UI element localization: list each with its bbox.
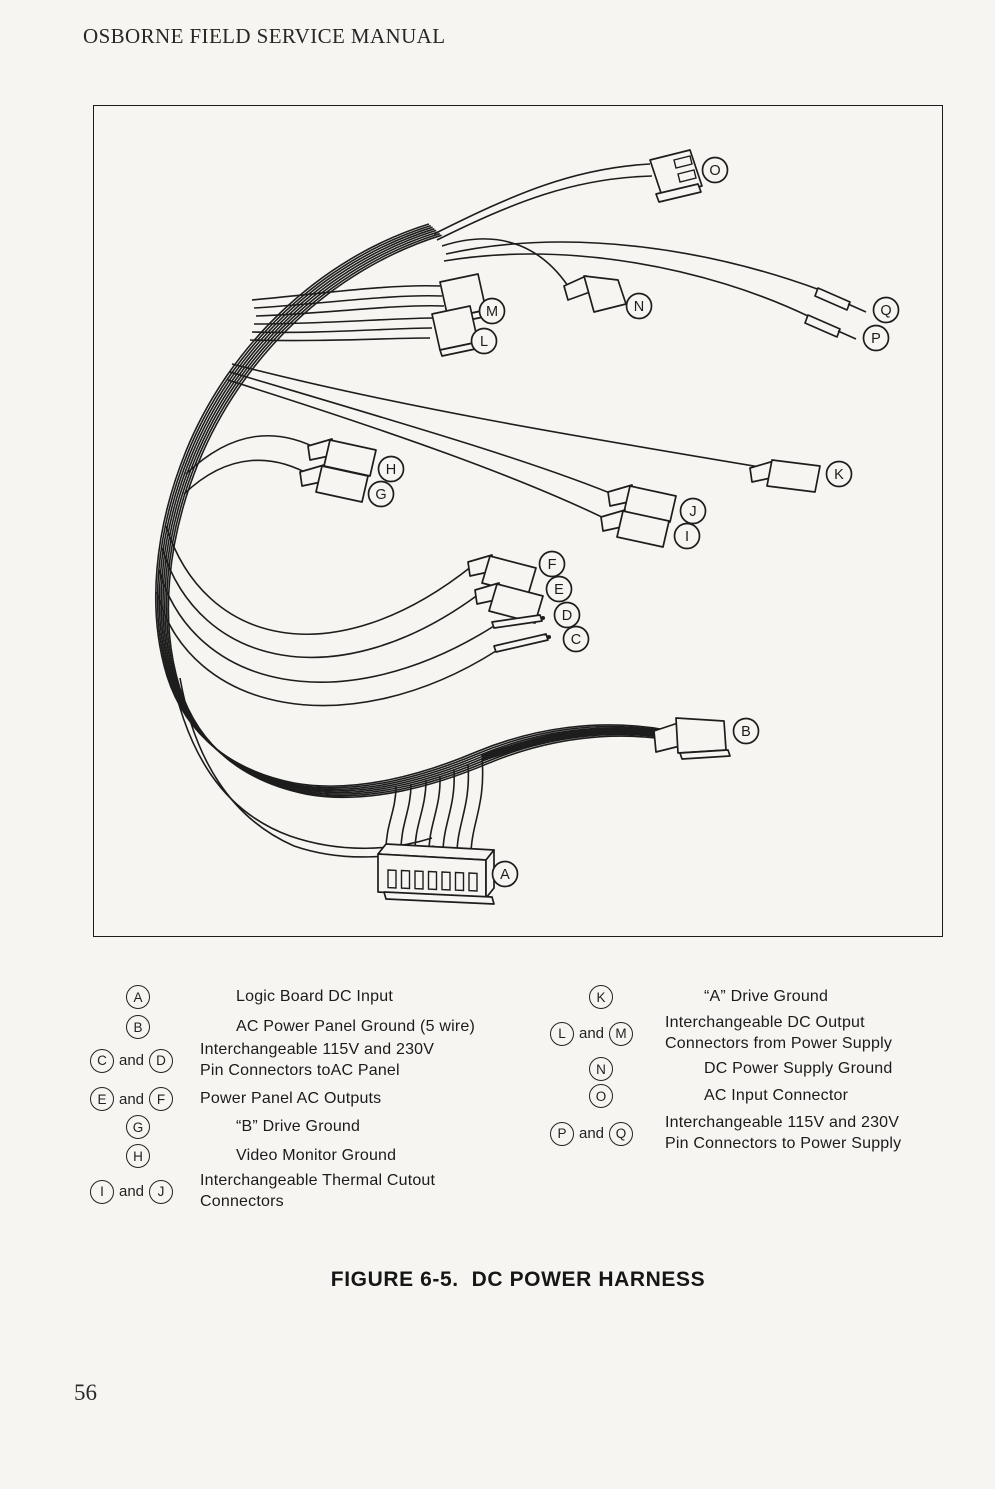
legend-conjunction: and: [579, 1025, 605, 1042]
callout-p: [864, 326, 889, 351]
figure-frame: [93, 105, 943, 937]
svg-text:P: P: [871, 331, 881, 347]
legend-text: Connectors from Power Supply: [665, 1034, 893, 1052]
legend-text: Interchangeable 115V and 230V: [665, 1114, 900, 1131]
svg-text:B: B: [741, 724, 751, 740]
legend-badge-g: G: [126, 1115, 150, 1139]
legend-text: Interchangeable Thermal Cutout: [200, 1172, 436, 1189]
connector-a: [378, 844, 494, 904]
svg-text:L: L: [479, 334, 489, 350]
callout-c: [564, 627, 589, 652]
legend-text: AC Power Panel Ground (5 wire): [236, 1017, 475, 1035]
svg-text:G: G: [375, 487, 387, 503]
callout-o: [703, 158, 728, 183]
legend-conjunction: and: [119, 1052, 145, 1069]
svg-text:Q: Q: [880, 303, 892, 319]
legend-badge-a: A: [126, 985, 150, 1009]
page-title: OSBORNE FIELD SERVICE MANUAL: [83, 24, 446, 48]
connector-q: [815, 288, 866, 312]
callout-j: [681, 499, 706, 524]
svg-text:C: C: [570, 632, 582, 648]
legend-text: Video Monitor Ground: [236, 1146, 397, 1164]
callout-k: [827, 462, 852, 487]
legend-row-ef: [90, 1087, 381, 1111]
legend-badge-j: J: [149, 1180, 173, 1204]
legend-badge-q: Q: [609, 1122, 633, 1146]
legend-badge-b: B: [126, 1015, 150, 1039]
legend-text: Power Panel AC Outputs: [200, 1089, 382, 1107]
legend-badge-n: N: [589, 1057, 613, 1081]
legend-text: “B” Drive Ground: [236, 1117, 361, 1135]
legend-conjunction: and: [579, 1125, 605, 1142]
legend-text: Pin Connectors to Power Supply: [665, 1134, 902, 1152]
legend-text: Interchangeable DC Output: [665, 1014, 865, 1031]
legend-row-n: [545, 1057, 893, 1081]
legend-row-cd: [90, 1040, 434, 1081]
callout-a: [493, 862, 518, 887]
svg-text:K: K: [834, 467, 844, 483]
legend-text: Connectors: [200, 1192, 284, 1210]
svg-text:A: A: [500, 867, 510, 883]
callout-q: [874, 298, 899, 323]
legend-badge-p: P: [550, 1122, 574, 1146]
legend-row-k: [545, 985, 828, 1009]
legend-row-pq: [545, 1113, 901, 1154]
legend-badge-o: O: [589, 1084, 613, 1108]
connector-p: [805, 315, 856, 339]
svg-text:M: M: [485, 304, 499, 320]
connector-k: [750, 460, 820, 492]
legend-row-h: [90, 1144, 396, 1168]
legend-row-b: [90, 1015, 475, 1039]
legend-badge-m: M: [609, 1022, 633, 1046]
svg-text:E: E: [554, 582, 564, 598]
connector-n: [564, 276, 626, 312]
legend-text: Logic Board DC Input: [236, 987, 393, 1005]
legend-conjunction: and: [119, 1090, 145, 1108]
legend-conjunction: and: [119, 1183, 145, 1200]
legend-row-lm: [545, 1013, 892, 1054]
callout-e: [547, 577, 572, 602]
connector-o: [650, 150, 702, 202]
legend-row-o: [545, 1084, 848, 1108]
callout-n: [627, 294, 652, 319]
legend-text: AC Input Connector: [704, 1086, 849, 1104]
callout-d: [555, 603, 580, 628]
callout-b: [734, 719, 759, 744]
svg-text:I: I: [684, 529, 690, 545]
legend-text: Interchangeable 115V and 230V: [200, 1041, 435, 1058]
legend-badge-k: K: [589, 985, 613, 1009]
svg-text:F: F: [547, 557, 557, 573]
legend-text: “A” Drive Ground: [704, 987, 829, 1005]
svg-text:O: O: [709, 163, 721, 179]
figure-caption: FIGURE 6-5. DC POWER HARNESS: [330, 1268, 706, 1291]
legend-row-a: [90, 985, 393, 1009]
connector-c: [494, 634, 551, 652]
svg-text:N: N: [633, 299, 645, 315]
legend-badge-h: H: [126, 1144, 150, 1168]
legend-badge-f: F: [149, 1087, 173, 1111]
dc-power-harness-diagram: [94, 106, 942, 936]
callout-m: [480, 299, 505, 324]
callout-i: [675, 524, 700, 549]
legend-badge-i: I: [90, 1180, 114, 1204]
legend-row-g: [90, 1115, 360, 1139]
legend-text: DC Power Supply Ground: [704, 1059, 893, 1077]
svg-text:H: H: [385, 462, 397, 478]
legend-badge-c: C: [90, 1049, 114, 1073]
callout-g: [369, 482, 394, 507]
page-number: 56: [74, 1380, 97, 1405]
callout-l: [472, 329, 497, 354]
legend-row-ij: [90, 1171, 435, 1212]
legend-badge-e: E: [90, 1087, 114, 1111]
connector-b: [654, 718, 730, 759]
legend-badge-l: L: [550, 1022, 574, 1046]
callout-f: [540, 552, 565, 577]
svg-text:D: D: [561, 608, 573, 624]
legend-badge-d: D: [149, 1049, 173, 1073]
legend-text: Pin Connectors toAC Panel: [200, 1061, 400, 1079]
svg-text:J: J: [689, 504, 697, 520]
callout-h: [379, 457, 404, 482]
